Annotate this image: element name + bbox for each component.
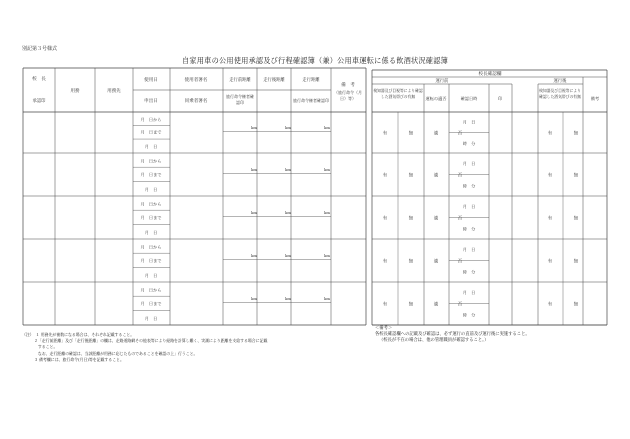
- confirm-date: 月 日: [462, 247, 476, 253]
- unfit-option: 否: [457, 302, 463, 308]
- unfit-option: 否: [457, 173, 463, 179]
- post-meter-header: 走行後距離: [263, 78, 285, 83]
- absence-option: 無: [408, 259, 414, 265]
- km-label: km: [324, 253, 330, 259]
- km-label: km: [324, 125, 330, 131]
- after-drive-header: 運行後: [553, 79, 567, 84]
- km-label: km: [285, 253, 291, 259]
- page-title: 自家用車の公用使用承認及び行程確認簿（兼）公用車運転に係る飲酒状況確認簿: [182, 56, 448, 65]
- remarks-line: （校長が不在の場合は、他の管理職員が確認すること。）: [379, 338, 489, 343]
- presence-option: 有: [382, 131, 388, 137]
- absence-option: 無: [408, 131, 414, 137]
- unfit-option: 否: [457, 216, 463, 222]
- confirm-time: 時 分: [462, 140, 476, 146]
- use-date-header: 使用日: [144, 78, 158, 83]
- presence-option: 有: [382, 173, 388, 179]
- visual-check-header: 検知器及び目視等により確認した酒気帯びの有無: [373, 88, 423, 100]
- confirm-date: 月 日: [462, 161, 476, 167]
- note-line: ２「走行前距離」及び「走行後距離」の欄は、走路道路網その他表等により経路を計算し難く、実測により距離を支給する場合に記載: [34, 338, 268, 344]
- remarks-sub-header: （旅行命令（月日）等）: [334, 90, 362, 101]
- fit-option: 適: [433, 302, 439, 308]
- pre-meter-header: 走行前距離: [229, 78, 251, 83]
- date-to-label: 月 日まで: [140, 300, 162, 306]
- fit-option: 適: [433, 131, 439, 137]
- km-label: km: [285, 210, 291, 216]
- approval-header: 校 長: [32, 77, 46, 82]
- fit-option: 適: [433, 173, 439, 179]
- km-label: km: [285, 296, 291, 302]
- date-to-label: 月 日まで: [140, 171, 162, 177]
- presence-option: 有: [382, 302, 388, 308]
- form-number: 別記第３号様式: [22, 46, 58, 52]
- presence-option: 有: [547, 259, 553, 265]
- date-from-label: 月 日から: [140, 287, 162, 293]
- presence-option: 有: [382, 216, 388, 222]
- confirm-date: 月 日: [462, 290, 476, 296]
- presence-option: 有: [547, 302, 553, 308]
- post-confirm-header: 旅行命令権者確認印: [293, 98, 329, 103]
- apply-date-header: 申出日: [144, 99, 158, 104]
- user-name-header: 使用者署名: [184, 78, 208, 83]
- confirm-time: 時 分: [462, 269, 476, 275]
- presence-option: 有: [547, 216, 553, 222]
- date-label: 月 日: [144, 272, 158, 278]
- remarks-box: [375, 326, 530, 344]
- absence-option: 無: [573, 216, 579, 222]
- approval-stamp-header: 承認印: [32, 99, 46, 104]
- km-label: km: [251, 210, 257, 216]
- confirm-time: 時 分: [462, 312, 476, 318]
- confirm-time: 時 分: [462, 183, 476, 189]
- km-label: km: [251, 125, 257, 131]
- absence-option: 無: [573, 173, 579, 179]
- remarks-line: 各校長確認欄への記載及び確認は、必ず運行の直前及び運行後に実施すること。: [375, 332, 530, 337]
- unfit-option: 否: [457, 131, 463, 137]
- date-label: 月 日: [144, 186, 158, 192]
- driver-state-header: 運転の適否: [425, 96, 447, 101]
- absence-option: 無: [408, 216, 414, 222]
- absence-option: 無: [573, 302, 579, 308]
- presence-option: 有: [547, 173, 553, 179]
- absence-option: 無: [408, 173, 414, 179]
- date-to-label: 月 日まで: [140, 257, 162, 263]
- destination-header: 用務先: [107, 89, 121, 94]
- unfit-option: 否: [457, 259, 463, 265]
- date-label: 月 日: [144, 229, 158, 235]
- date-from-label: 月 日から: [140, 117, 162, 123]
- date-label: 月 日: [144, 315, 158, 321]
- before-drive-header: 運行前: [435, 79, 449, 84]
- passenger-name-header: 同乗者署名: [184, 99, 208, 104]
- date-from-label: 月 日から: [140, 158, 162, 164]
- fit-option: 適: [433, 216, 439, 222]
- absence-option: 無: [408, 302, 414, 308]
- purpose-header: 用務: [70, 89, 80, 94]
- km-label: km: [285, 167, 291, 173]
- absence-option: 無: [573, 131, 579, 137]
- presence-option: 有: [547, 131, 553, 137]
- note-line: ３ 備考欄には、旅行命令(月日)等を記載すること。: [34, 356, 124, 362]
- absence-option: 無: [573, 259, 579, 265]
- date-from-label: 月 日から: [140, 244, 162, 250]
- fit-option: 適: [433, 259, 439, 265]
- km-label: km: [324, 167, 330, 173]
- km-label: km: [324, 210, 330, 216]
- remarks-heading: ＜備考＞: [375, 326, 393, 331]
- date-from-label: 月 日から: [140, 201, 162, 207]
- km-label: km: [251, 296, 257, 302]
- km-label: km: [285, 125, 291, 131]
- confirm-time: 時 分: [462, 226, 476, 232]
- date-to-label: 月 日まで: [140, 129, 162, 135]
- pre-confirm-header: 旅行命令権者確認印: [226, 94, 254, 105]
- note-line: （注） １ 用務先が複数になる場合は、それぞれ記載すること。: [22, 332, 135, 337]
- footnotes: [22, 332, 367, 363]
- note-line: すること。: [34, 344, 58, 350]
- distance-header: 走行距離: [302, 78, 320, 83]
- km-label: km: [251, 253, 257, 259]
- visual-check-after-header: 検知器及び目視等により確認した酒気帯びの有無: [539, 88, 581, 100]
- confirm-date: 月 日: [462, 119, 476, 125]
- remarks-header: 備 考: [341, 83, 355, 88]
- km-label: km: [251, 167, 257, 173]
- note-line: なお、走行距離の確認は、当該距離が用務に応じたものであることを確認の上」行うこと。: [34, 350, 198, 356]
- date-to-label: 月 日まで: [140, 214, 162, 220]
- confirm-date: 月 日: [462, 204, 476, 210]
- presence-option: 有: [382, 259, 388, 265]
- stamp-header: 印: [497, 96, 503, 101]
- alcohol-check-header: 校長確認欄: [478, 72, 502, 77]
- km-label: km: [324, 296, 330, 302]
- confirm-time-header: 確認日時: [460, 96, 478, 101]
- date-label: 月 日: [144, 144, 158, 150]
- remarks2-header: 備考: [590, 96, 600, 101]
